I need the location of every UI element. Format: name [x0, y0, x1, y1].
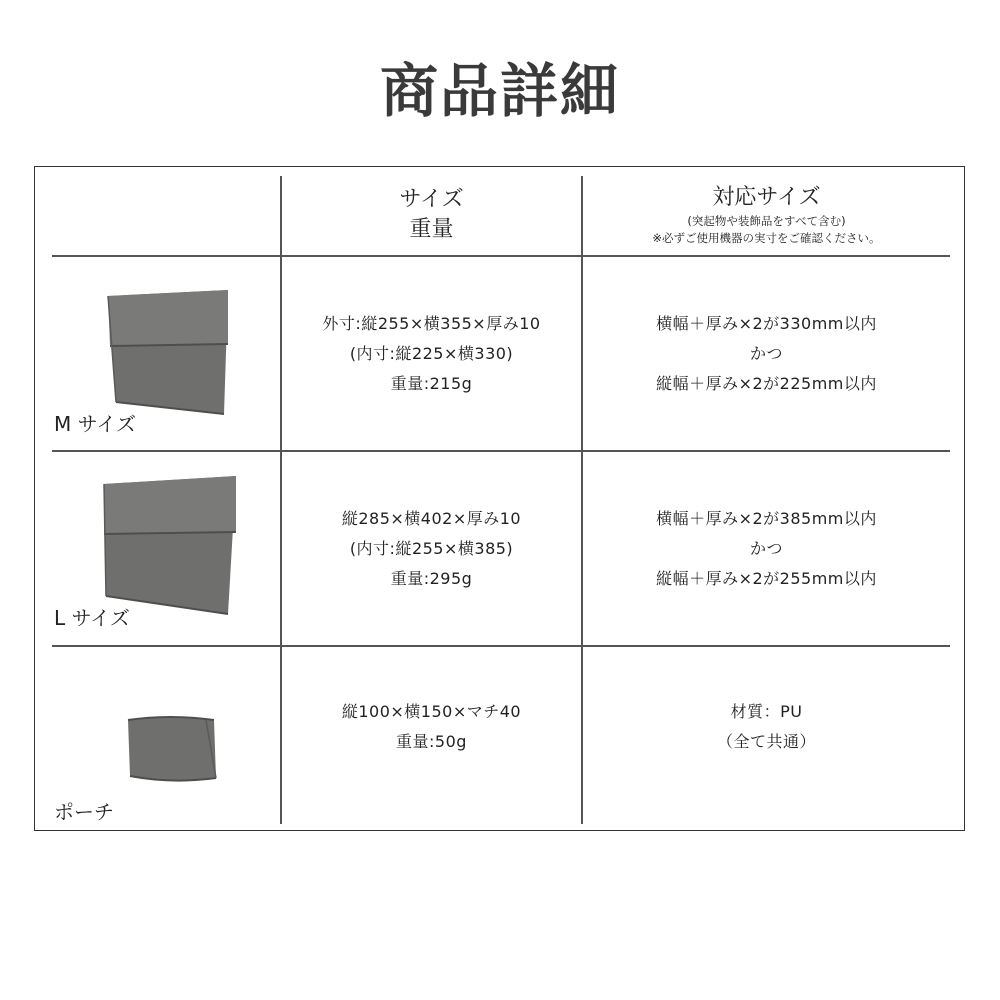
size-line: 重量:50g [396, 732, 467, 751]
size-cell-l [282, 452, 581, 645]
size-cell-pouch [282, 647, 581, 807]
size-line: 縦100×横150×マチ40 [341, 702, 522, 721]
compat-line: 横幅＋厚み×2が385mm以内 [656, 508, 877, 528]
compat-cell-pouch [583, 647, 950, 807]
header-compatible-note-1: (突起物や装飾品をすべて含む) [687, 214, 846, 228]
header-size-weight [282, 176, 581, 254]
page-title: 商品詳細 [379, 57, 620, 125]
material-note: （全て共通） [716, 732, 816, 751]
header-size-label: サイズ [399, 187, 464, 212]
size-line: (内寸:縦225×横330) [349, 343, 514, 363]
header-weight-label: 重量 [409, 217, 454, 242]
laptop-sleeve-l-image [96, 472, 242, 618]
size-line: 重量:215g [390, 373, 473, 393]
material-line: 材質：PU [730, 702, 803, 721]
row-label-m: M サイズ [54, 412, 137, 436]
compat-line: 縦幅＋厚み×2が225mm以内 [656, 373, 877, 393]
compat-line: かつ [749, 538, 783, 558]
size-line: 重量:295g [390, 568, 473, 588]
compat-cell-l [583, 452, 950, 645]
compat-line: かつ [749, 343, 783, 363]
row-label-pouch: ポーチ [54, 800, 114, 824]
compat-line: 横幅＋厚み×2が330mm以内 [656, 313, 877, 333]
size-line: (内寸:縦255×横385) [349, 538, 514, 558]
header-compatible-size [583, 176, 950, 254]
size-cell-m [282, 257, 581, 450]
compat-line: 縦幅＋厚み×2が255mm以内 [656, 568, 877, 588]
row-label-l: L サイズ [54, 606, 130, 630]
size-line: 縦285×横402×厚み10 [341, 508, 522, 528]
size-line: 外寸:縦255×横355×厚み10 [322, 313, 541, 333]
header-compatible-note-2: ※必ずご使用機器の実寸をご確認ください。 [652, 231, 881, 245]
compat-cell-m [583, 257, 950, 450]
laptop-sleeve-m-image [100, 286, 236, 416]
pouch-image [120, 712, 220, 784]
header-compatible-label: 対応サイズ [712, 185, 821, 210]
